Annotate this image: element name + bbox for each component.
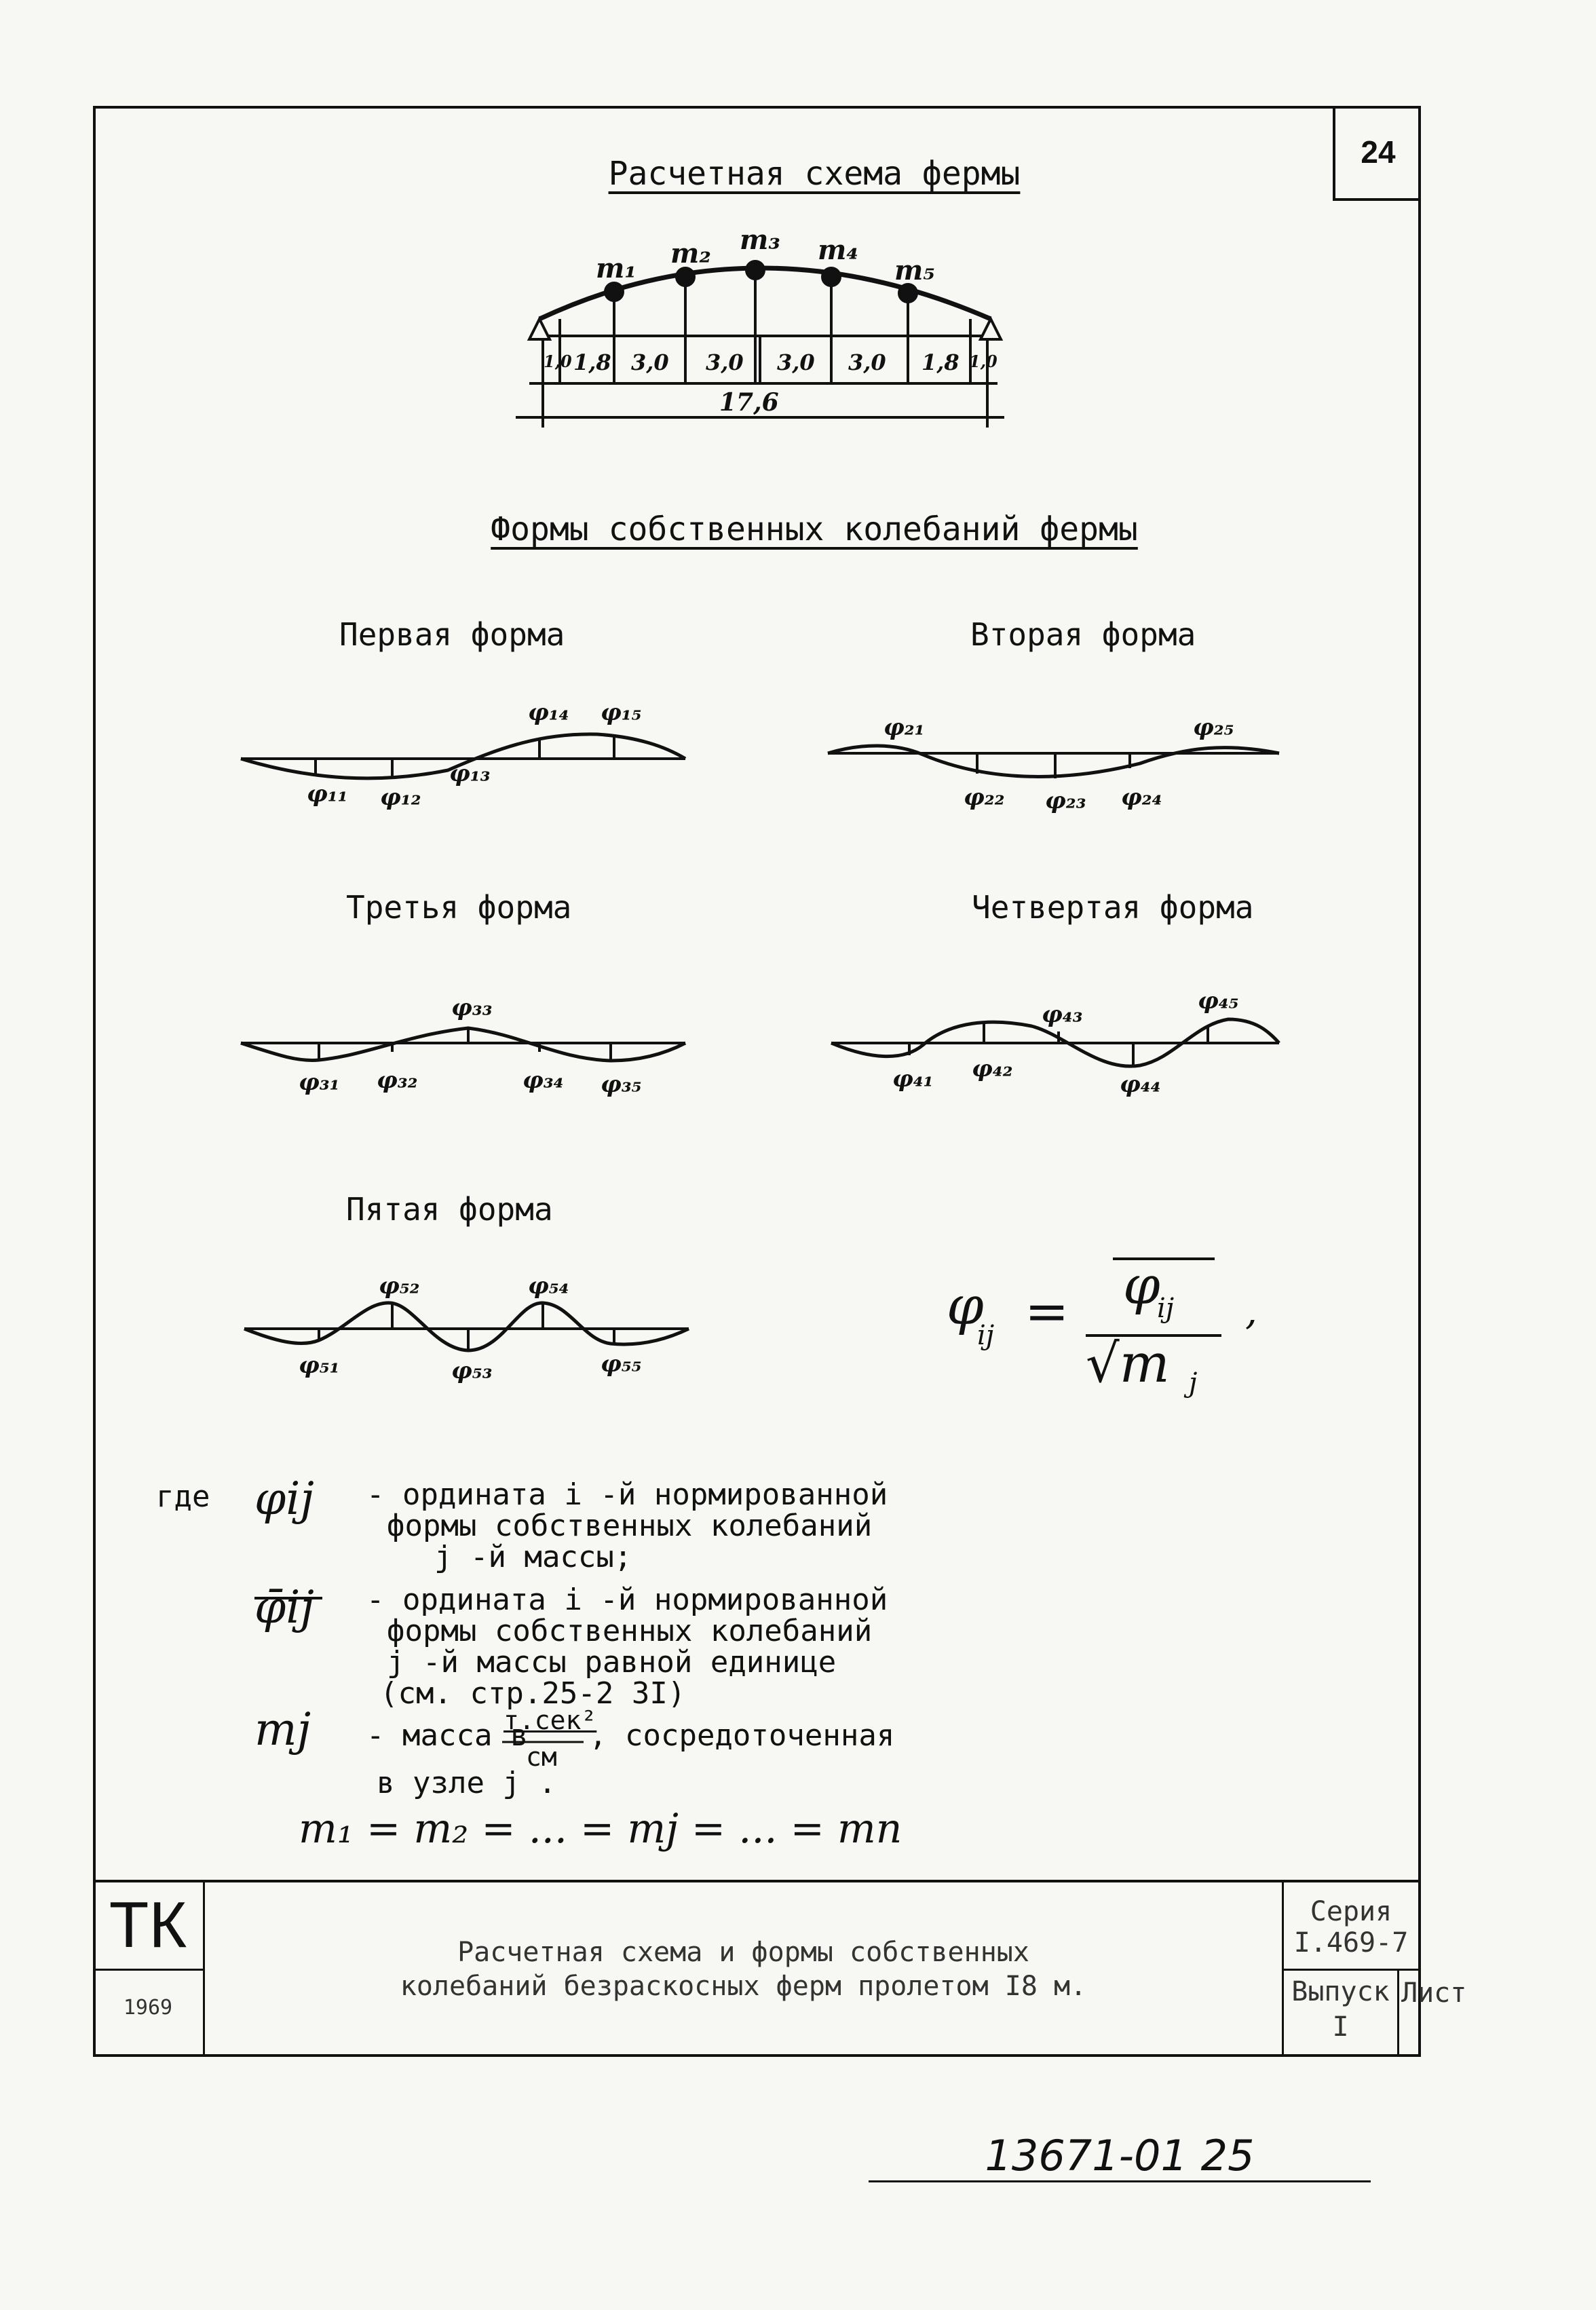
mass-equality: m₁ = m₂ = ... = mj = ... = mn: [299, 1805, 902, 1853]
mode-2-label: Вторая форма: [970, 616, 1196, 653]
mode-5-label: Пятая форма: [346, 1191, 553, 1228]
legend-item-1-line-2: формы собственных колебаний: [387, 1509, 873, 1543]
stamp-description-line-1: Расчетная схема и формы собственных: [457, 1937, 1029, 1968]
stamp-year-cell: [93, 1971, 205, 2057]
legend-item-1-line-3: j -й массы;: [434, 1540, 632, 1574]
legend-item-2-line-3: j -й массы равной единице: [387, 1645, 837, 1680]
stamp-logo-cell: [93, 1882, 205, 1971]
phi-55: φ₅₅: [601, 1350, 642, 1378]
mode-1-label: Первая форма: [339, 616, 565, 653]
formula-lhs: φ: [947, 1276, 984, 1337]
stamp-year: 1969: [123, 1996, 173, 2020]
stamp-series-label: Серия: [1310, 1896, 1392, 1927]
legend-symbol-3: mj: [254, 1703, 311, 1756]
mass-label-2: m₂: [670, 238, 711, 269]
phi-42: φ₄₂: [972, 1055, 1013, 1082]
legend-item-2: [366, 1585, 888, 1709]
scheme-title: Расчетная схема фермы: [608, 155, 1021, 193]
phi-33: φ₃₃: [451, 994, 493, 1021]
phi-12: φ₁₂: [380, 784, 421, 811]
mode-4-label: Четвертая форма: [972, 889, 1254, 926]
legend-unit-denominator: см: [526, 1742, 557, 1772]
stamp-issue-label: Выпуск: [1291, 1976, 1390, 2007]
phi-31: φ₃₁: [299, 1069, 340, 1096]
title-block: [93, 1880, 1467, 2057]
stamp-series-value: I.469-7: [1293, 1927, 1409, 1958]
phi-54: φ₅₄: [528, 1272, 569, 1300]
mode-3-label: Третья форма: [346, 889, 572, 926]
legend-item-1: [366, 1479, 888, 1573]
mode-3-diagram: [241, 1028, 685, 1061]
phi-34: φ₃₄: [522, 1067, 564, 1094]
mass-label-4: m₄: [818, 234, 858, 266]
phi-44: φ₄₄: [1120, 1071, 1161, 1098]
legend-item-3-line-3: в узле j .: [377, 1766, 556, 1800]
phi-25: φ₂₅: [1193, 714, 1234, 741]
segment-label-5: 3,0: [777, 349, 815, 375]
phi-41: φ₄₁: [892, 1065, 934, 1093]
mass-label-1: m₁: [596, 252, 636, 284]
stamp-sheet-label: Лист: [1401, 1977, 1467, 2009]
legend-symbol-2: φ̄ij: [254, 1581, 314, 1633]
legend-item-3-line-1: - масса в: [366, 1718, 529, 1753]
legend-symbol-1: φij: [254, 1473, 314, 1525]
mass-label-5: m₅: [894, 254, 935, 286]
phi-21: φ₂₁: [884, 714, 925, 741]
phi-11: φ₁₁: [307, 780, 348, 808]
stamp-logo: ТК: [109, 1889, 187, 1961]
formula-denominator-sub: j: [1189, 1367, 1198, 1399]
phi-43: φ₄₃: [1042, 1001, 1083, 1028]
stamp-series-cell: [1284, 1882, 1418, 1971]
legend-item-2-line-4: (см. стр.25-2 3I): [380, 1676, 686, 1711]
formula-comma: ,: [1245, 1289, 1257, 1333]
legend-item-2-line-1: - ордината i -й нормированной: [366, 1583, 888, 1617]
phi-53: φ₅₃: [451, 1357, 493, 1384]
phi-13: φ₁₃: [449, 760, 491, 787]
formula-equals: =: [1025, 1281, 1069, 1342]
stamp-issue-cell: [1284, 1971, 1399, 2057]
segment-label-6: 3,0: [848, 349, 886, 375]
formula-numerator: φ: [1123, 1255, 1160, 1317]
formula-denominator: √m: [1086, 1333, 1170, 1395]
legend-item-3-line-2: , сосредоточенная: [589, 1718, 895, 1753]
formula-lhs-sub: ij: [977, 1320, 995, 1351]
phi-15: φ₁₅: [601, 699, 642, 726]
legend-unit-numerator: т.сек²: [504, 1705, 597, 1735]
phi-22: φ₂₂: [964, 784, 1005, 811]
formula-numerator-sub: ij: [1157, 1293, 1175, 1324]
phi-14: φ₁₄: [528, 699, 569, 726]
stamp-description-line-2: колебаний безраскосных ферм пролетом I8 м.: [400, 1971, 1087, 2002]
mode-5-diagram: [244, 1303, 689, 1350]
phi-52: φ₅₂: [379, 1272, 420, 1300]
segment-label-2: 1,8: [573, 349, 611, 375]
sheet-number: 24: [1333, 106, 1421, 201]
segment-label-4: 3,0: [706, 349, 744, 375]
archive-number: 13671-01 25: [869, 2131, 1371, 2182]
mode-2-diagram: [828, 746, 1279, 778]
stamp-description-cell: [205, 1882, 1284, 2057]
stamp-issue-value: I: [1332, 2011, 1349, 2043]
legend-where: где: [156, 1479, 210, 1514]
mass-label-3: m₃: [740, 224, 780, 256]
segment-label-1: 1,0: [544, 352, 572, 371]
segment-label-8: 1,0: [969, 352, 998, 371]
phi-51: φ₅₁: [299, 1352, 340, 1379]
phi-23: φ₂₃: [1045, 787, 1086, 814]
phi-45: φ₄₅: [1198, 987, 1239, 1015]
segment-label-3: 3,0: [631, 349, 669, 375]
phi-24: φ₂₄: [1121, 784, 1162, 811]
segment-label-7: 1,8: [922, 349, 960, 375]
legend-item-2-line-2: формы собственных колебаний: [387, 1614, 873, 1648]
legend-item-1-line-1: - ордината i -й нормированной: [366, 1477, 888, 1512]
total-span-label: 17,6: [719, 388, 779, 417]
phi-35: φ₃₅: [601, 1071, 642, 1098]
phi-32: φ₃₂: [377, 1067, 418, 1094]
modes-title: Формы собственных колебаний фермы: [491, 510, 1138, 548]
